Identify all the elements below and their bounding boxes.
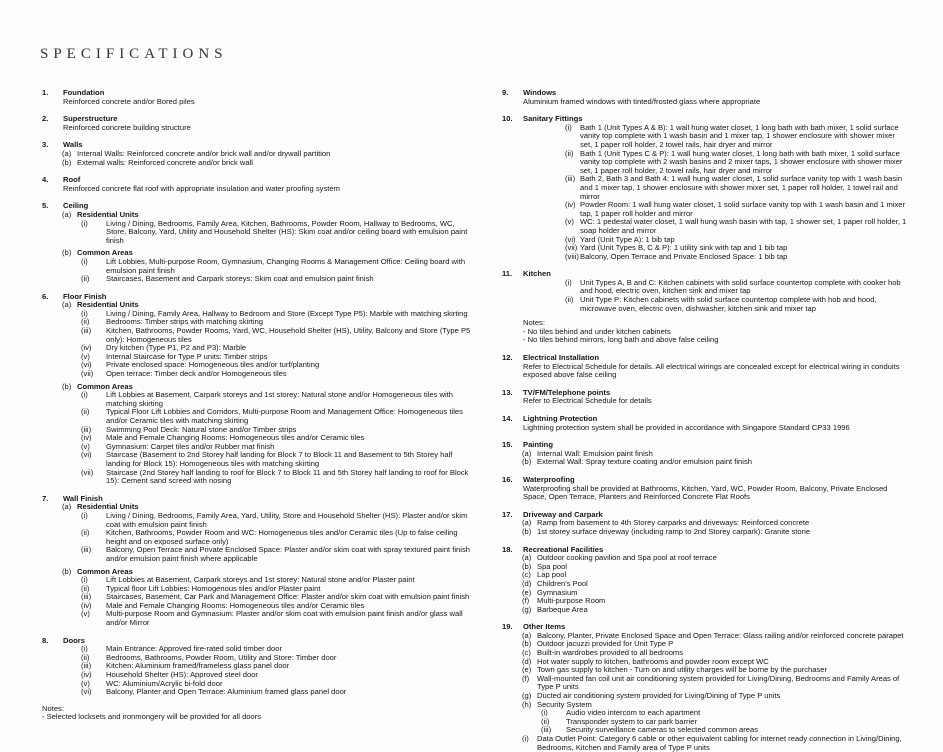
item-marker: (iv) xyxy=(565,200,576,210)
item-marker: (v) xyxy=(81,609,90,619)
item-text: Audio video intercom to each apartment xyxy=(566,708,701,718)
section-heading: Kitchen xyxy=(523,269,551,279)
item-marker: (b) xyxy=(522,561,532,571)
item-text: Ducted air conditioning system provided for Living/Dining of Type P units xyxy=(537,691,781,701)
section-number: 2. xyxy=(42,114,49,124)
item-text: Waterproofing shall be provided at Bathrooms, Kitchen, Yard, WC, Powder Room, Balcony, Private Enclosed Space, Open Terrace, Planters and Reinforced Concrete Flat Roofs xyxy=(523,483,888,502)
item-marker: (vi) xyxy=(565,234,576,244)
spec-item xyxy=(63,610,474,627)
item-text: Lap pool xyxy=(537,570,567,580)
section-number: 5. xyxy=(42,201,49,211)
item-text: Lift Lobbies at Basement, Carpark storeys and 1st storey: Natural stone and/or Homogeneous tiles with matching skirting xyxy=(106,390,453,408)
item-marker: (ii) xyxy=(81,407,90,417)
spec-item xyxy=(523,397,909,406)
item-marker: (i) xyxy=(81,644,88,654)
item-text: Common Areas xyxy=(77,566,133,576)
spec-item xyxy=(523,175,909,201)
item-text: Internal Wall: Emulsion paint finish xyxy=(537,448,653,458)
item-text: Lift Lobbies at Basement, Carpark storeys and 1st storey: Natural stone and/or Plaster paint xyxy=(106,575,415,585)
item-marker: (g) xyxy=(522,604,532,614)
item-text: External walls: Reinforced concrete and/or brick wall xyxy=(77,157,253,167)
section-number: 6. xyxy=(42,291,49,301)
item-text: Refer to Electrical Schedule for details. All electrical wirings are concealed except for electrical wiring in conduits exposed above false ceiling xyxy=(523,361,900,380)
section-heading: Recreational Facilities xyxy=(523,544,604,554)
item-marker: (a) xyxy=(522,518,532,528)
item-marker: (i) xyxy=(522,734,529,743)
item-text: Main Entrance: Approved fire-rated solid timber door xyxy=(106,644,283,654)
spec-item xyxy=(63,469,474,486)
item-marker: (a) xyxy=(522,553,532,563)
item-marker: (i) xyxy=(81,390,88,400)
item-marker: (i) xyxy=(81,308,88,318)
spec-item xyxy=(63,688,474,697)
spec-section xyxy=(37,176,474,193)
item-marker: (ii) xyxy=(565,148,574,158)
item-text: External Wall: Spray texture coating and/or emulsion paint finish xyxy=(537,457,752,467)
notes-line: - Selected locksets and ironmongery will be provided for all doors xyxy=(42,712,262,722)
item-marker: (i) xyxy=(81,510,88,520)
spec-item xyxy=(523,563,909,572)
item-text: Aluminium framed windows with tinted/frosted glass where appropriate xyxy=(523,96,761,106)
spec-section xyxy=(497,546,909,615)
item-marker: (vii) xyxy=(81,369,94,379)
spec-item xyxy=(523,218,909,235)
item-marker: (viii) xyxy=(565,251,579,261)
spec-item xyxy=(63,327,474,344)
item-marker: (a) xyxy=(62,148,72,158)
item-text: Yard (Unit Types B, C & P): 1 utility sink with tap and 1 bib tap xyxy=(580,243,788,253)
item-marker: (b) xyxy=(62,157,72,167)
item-marker: (b) xyxy=(62,381,72,391)
section-number: 16. xyxy=(502,474,513,484)
item-text: Common Areas xyxy=(77,381,133,391)
spec-item xyxy=(63,220,474,246)
item-text: Kitchen, Bathrooms, Powder Rooms, Yard, WC, Household Shelter (HS), Utility, Balcony and Store (Type P5 only): Homogeneous tiles xyxy=(106,326,471,344)
spec-section xyxy=(37,115,474,132)
section-number: 9. xyxy=(502,88,509,97)
section-number: 4. xyxy=(42,175,49,185)
section-heading: Windows xyxy=(523,88,557,97)
section-heading: Electrical Installation xyxy=(523,353,599,363)
item-text: Typical Floor Lift Lobbies and Corridors, Multi-purpose Room and Management Office: Homogeneous tiles and/or Ceramic tiles with matching skirting xyxy=(106,407,463,425)
item-marker: (iv) xyxy=(81,433,92,443)
notes-block xyxy=(37,705,474,722)
item-text: Reinforced concrete building structure xyxy=(63,122,191,132)
spec-item xyxy=(63,258,474,275)
spec-item xyxy=(63,185,474,194)
item-marker: (iv) xyxy=(81,343,92,353)
section-number: 13. xyxy=(502,387,513,397)
item-text: Residential Units xyxy=(77,209,139,219)
spec-item xyxy=(523,580,909,589)
section-heading: Walls xyxy=(63,140,83,150)
item-text: Private enclosed space: Homogeneous tiles and/or turf/planting xyxy=(106,360,320,370)
item-text: Lightning protection system shall be provided in accordance with Singapore Standard CP33 1996 xyxy=(523,422,850,432)
item-marker: (ii) xyxy=(81,583,90,593)
item-marker: (v) xyxy=(81,351,90,361)
section-heading: Lightning Protection xyxy=(523,414,598,423)
item-marker: (iii) xyxy=(541,725,552,735)
item-marker: (ii) xyxy=(565,295,574,305)
item-marker: (e) xyxy=(522,587,532,597)
spec-item xyxy=(523,296,909,313)
spec-section xyxy=(497,441,909,467)
item-text: Data Outlet Point: Category 6 cable or other equivalent cabling for internet ready connection in Living/Dining, Bedrooms, Kitchen and Family area of Type P units xyxy=(537,734,902,752)
section-heading: Wall Finish xyxy=(63,493,103,503)
item-marker: (vi) xyxy=(81,687,92,697)
item-text: Bedrooms: Timber strips with matching skirting xyxy=(106,317,263,327)
item-marker: (iv) xyxy=(81,670,92,680)
item-marker: (v) xyxy=(81,441,90,451)
item-marker: (v) xyxy=(565,217,574,227)
item-text: Gymnasium: Carpet tiles and/or Rubber mat finish xyxy=(106,441,275,451)
item-marker: (d) xyxy=(522,656,532,666)
section-heading: Floor Finish xyxy=(63,291,107,301)
spec-item xyxy=(523,485,909,502)
spec-section xyxy=(37,293,474,486)
spec-item xyxy=(523,98,909,107)
item-text: Bath 2, Bath 3 and Bath 4: 1 wall hung water closet, 1 solid surface vanity top with 1 wash basin and 1 mixer tap, 1 shower enclosure with shower mixer set, 1 paper roll holder, 1 towel rail and mirror xyxy=(580,174,903,201)
spec-section xyxy=(497,389,909,406)
item-text: Typical floor Lift Lobbies: Homogenous tiles and/or Plaster paint xyxy=(106,583,321,593)
spec-section xyxy=(37,89,474,106)
spec-section xyxy=(497,623,909,752)
section-number: 15. xyxy=(502,440,513,450)
item-text: - No tiles behind and under kitchen cabinets xyxy=(523,326,671,336)
item-text: Notes: xyxy=(523,318,545,328)
item-text: Unit Types A, B and C: Kitchen cabinets with solid surface countertop complete with cooker hob and hood, electric oven, kitchen sink and mixer tap xyxy=(580,277,901,296)
spec-item xyxy=(523,735,909,752)
item-text: Ramp from basement to 4th Storey carparks and driveways: Reinforced concrete xyxy=(537,518,810,528)
item-marker: (a) xyxy=(522,630,532,640)
spec-item xyxy=(523,606,909,615)
item-text: Gymnasium xyxy=(537,587,578,597)
item-marker: (c) xyxy=(522,648,531,658)
section-heading: Doors xyxy=(63,635,85,645)
item-marker: (v) xyxy=(81,678,90,688)
spec-item xyxy=(63,98,474,107)
spec-item xyxy=(523,675,909,692)
item-text: WC: Aluminium/Acrylic bi-fold door xyxy=(106,678,223,688)
spec-item xyxy=(63,408,474,425)
item-text: Balcony, Planter, Private Enclosed Space and Open Terrace: Glass railing and/or reinforced concrete parapet xyxy=(537,630,904,640)
spec-item xyxy=(523,363,909,380)
spec-item xyxy=(63,529,474,546)
item-marker: (b) xyxy=(522,639,532,649)
section-heading: Superstructure xyxy=(63,114,118,124)
item-text: Kitchen, Bathrooms, Powder Room and WC: Homogeneous tiles and/or Ceramic tiles (Up to false ceiling height and on exposed surface only) xyxy=(106,528,458,546)
item-marker: (iii) xyxy=(81,545,92,555)
item-text: Refer to Electrical Schedule for details xyxy=(523,396,652,406)
item-marker: (a) xyxy=(62,300,72,310)
item-text: Spa pool xyxy=(537,561,567,571)
section-number: 1. xyxy=(42,88,49,97)
spec-section xyxy=(497,89,909,106)
section-heading: Driveway and Carpark xyxy=(523,509,603,519)
spec-item xyxy=(523,150,909,176)
item-marker: (vi) xyxy=(81,450,92,460)
section-number: 8. xyxy=(42,635,49,645)
spec-section xyxy=(37,495,474,628)
item-marker: (i) xyxy=(81,575,88,585)
item-marker: (vii) xyxy=(81,467,94,477)
notes-line: Notes: xyxy=(42,703,64,713)
item-text: Kitchen: Aluminium framed/frameless glass panel door xyxy=(106,661,290,671)
item-marker: (ii) xyxy=(81,274,90,284)
spec-section xyxy=(37,202,474,283)
item-marker: (a) xyxy=(62,502,72,512)
section-number: 12. xyxy=(502,353,513,363)
page-title: SPECIFICATIONS xyxy=(40,46,228,62)
item-marker: (h) xyxy=(522,699,532,709)
item-marker: (d) xyxy=(522,578,532,588)
item-text: Staircases, Basement, Car Park and Management Office: Plaster and/or skim coat with emulsion paint finish xyxy=(106,592,470,602)
item-text: Transponder system to car park barrier xyxy=(566,716,697,726)
item-marker: (iv) xyxy=(81,600,92,610)
spec-section xyxy=(37,141,474,167)
item-text: Balcony, Open Terrace and Private Enclosed Space: Plaster and/or skim coat with spray textured paint finish and/or emulsion paint finish where applicable xyxy=(106,545,470,563)
item-marker: (b) xyxy=(62,566,72,576)
section-number: 14. xyxy=(502,414,513,423)
item-marker: (vii) xyxy=(565,243,578,253)
item-marker: (iii) xyxy=(81,326,92,336)
item-text: Multi-purpose Room xyxy=(537,596,606,606)
item-text: Wall-mounted fan coil unit air conditioning system provided for Living/Dining, Bedrooms and Family Areas of Type P units xyxy=(537,673,900,692)
item-text: Internal Walls: Reinforced concrete and/or brick wall and/or drywall partition xyxy=(77,148,331,158)
item-text: Male and Female Changing Rooms: Homogeneous tiles and/or Ceramic tiles xyxy=(106,433,365,443)
item-marker: (ii) xyxy=(541,716,550,726)
item-marker: (i) xyxy=(541,708,548,718)
item-text: Living / Dining, Family Area, Hallway to Bedroom and Store (Except Type P5): Marble with matching skirting xyxy=(106,308,468,318)
item-marker: (e) xyxy=(522,665,532,675)
item-text: Security System xyxy=(537,699,592,709)
item-text: Outdoor cooking pavilion and Spa pool at roof terrace xyxy=(537,553,717,563)
section-heading: TV/FM/Telephone points xyxy=(523,387,611,397)
section-heading: Sanitary Fittings xyxy=(523,114,583,124)
spec-item xyxy=(523,424,909,433)
item-marker: (i) xyxy=(81,256,88,266)
item-marker: (b) xyxy=(522,526,532,536)
section-heading: Other Items xyxy=(523,622,566,632)
item-marker: (ii) xyxy=(81,652,90,662)
spec-item xyxy=(63,451,474,468)
item-text: Town gas supply to kitchen - Turn on and utility charges will be borne by the purchaser xyxy=(537,665,827,675)
spec-item xyxy=(523,253,909,262)
left-column xyxy=(37,89,474,722)
item-text: Common Areas xyxy=(77,248,133,258)
section-number: 11. xyxy=(502,269,513,279)
item-text: Balcony, Planter and Open Terrace: Aluminium framed glass panel door xyxy=(106,687,347,697)
right-column xyxy=(497,89,909,752)
section-number: 3. xyxy=(42,140,49,150)
item-text: Residential Units xyxy=(77,502,139,512)
spec-section xyxy=(497,270,909,345)
item-text: 1st storey surface driveway (including ramp to 2nd Storey carpark): Granite stone xyxy=(537,526,811,536)
item-text: Staircase (Basement to 2nd Storey half landing for Block 7 to Block 11 and Basement to 5th Storey half landing for Block 15): Homogeneous tiles with matching skirting xyxy=(106,450,453,468)
item-text: Living / Dining, Bedrooms, Family Area, Kitchen, Bathrooms, Powder Room, Hallway to Bedrooms, WC, Store, Balcony, Yard, Utility and Household Shelter (HS): Skim coat and/or ceiling board with emulsion paint finish xyxy=(106,218,468,245)
item-text: Multi-purpose Room and Gymnasium: Plaster and/or skim coat with emulsion paint finish and/or glass wall and/or Mirror xyxy=(106,609,463,628)
item-marker: (ii) xyxy=(81,317,90,327)
spec-item xyxy=(523,201,909,218)
spec-section xyxy=(497,354,909,380)
section-heading: Painting xyxy=(523,440,553,450)
item-text: WC: 1 pedestal water closet, 1 wall hung wash basin with tap, 1 shower set, 1 paper roll holder, 1 soap holder and mirror xyxy=(580,217,907,235)
item-text: Residential Units xyxy=(77,300,139,310)
item-marker: (b) xyxy=(62,248,72,258)
item-text: Hot water supply to kitchen, bathrooms and powder room except WC xyxy=(537,656,769,666)
item-text: Outdoor jacuzzi provided for Unit Type P xyxy=(537,639,674,649)
item-text: - No tiles behind mirrors, long bath and above false ceiling xyxy=(523,335,719,345)
spec-item xyxy=(63,546,474,563)
section-heading: Roof xyxy=(63,175,81,185)
section-heading: Foundation xyxy=(63,88,105,97)
item-marker: (c) xyxy=(522,570,531,580)
spec-section xyxy=(497,115,909,261)
spec-item xyxy=(523,528,909,537)
item-text: Staircase (2nd Storey half landing to roof for Block 7 to Block 11 and 5th Storey half landing to roof for Block 15): Cement sand screed with nosing xyxy=(106,467,469,486)
item-marker: (iii) xyxy=(81,424,92,434)
spec-section xyxy=(497,415,909,432)
item-text: Security surveillance cameras to selected common areas xyxy=(566,725,759,735)
spec-section xyxy=(37,637,474,697)
section-number: 10. xyxy=(502,114,513,124)
item-marker: (ii) xyxy=(81,528,90,538)
spec-item xyxy=(63,391,474,408)
item-text: Living / Dining, Bedrooms, Family Area, Yard, Utility, Store and Household Shelter (HS): Plaster and/or skim coat with emulsion paint finish xyxy=(106,510,468,529)
item-text: Dry kitchen (Type P1, P2 and P3): Marble xyxy=(106,343,247,353)
item-text: Male and Female Changing Rooms: Homogeneous tiles and/or Ceramic tiles xyxy=(106,600,365,610)
item-marker: (a) xyxy=(522,448,532,458)
item-text: Open terrace: Timber deck and/or Homogeneous tiles xyxy=(106,369,287,379)
item-text: Bath 1 (Unit Types C & P): 1 wall hung water closet, 1 long bath with bath mixer, 1 solid surface vanity top complete with 2 wash basins and 2 mixer taps, 1 shower enclosure with shower mixer set, 1 paper roll holder, 2 towel rails, hair dryer and mirror xyxy=(580,148,903,175)
item-marker: (g) xyxy=(522,691,532,701)
item-text: Balcony, Open Terrace and Private Enclosed Space: 1 bib tap xyxy=(580,251,788,261)
item-marker: (iii) xyxy=(565,174,576,184)
section-number: 17. xyxy=(502,509,513,519)
item-text: Yard (Unit Type A): 1 bib tap xyxy=(580,234,675,244)
item-text: Barbeque Area xyxy=(537,604,588,614)
spec-item xyxy=(523,336,909,345)
section-heading: Ceiling xyxy=(63,201,89,211)
spec-item xyxy=(523,554,909,563)
item-marker: (i) xyxy=(565,277,572,287)
item-marker: (f) xyxy=(522,673,530,683)
item-text: Household Shelter (HS): Approved steel door xyxy=(106,670,258,680)
section-number: 19. xyxy=(502,622,513,632)
item-marker: (i) xyxy=(81,218,88,228)
item-marker: (iii) xyxy=(81,661,92,671)
section-heading: Waterproofing xyxy=(523,474,575,484)
item-marker: (iii) xyxy=(81,592,92,602)
spec-item xyxy=(63,512,474,529)
item-text: Built-in wardrobes provided to all bedrooms xyxy=(537,648,684,658)
item-text: Unit Type P: Kitchen cabinets with solid surface countertop complete with hob and hood, microwave oven, electric oven, dishwasher, kitchen sink and mixer tap xyxy=(580,295,877,313)
section-number: 18. xyxy=(502,544,513,554)
item-marker: (i) xyxy=(565,122,572,132)
item-text: Internal Staircase for Type P units: Timber strips xyxy=(106,351,268,361)
item-text: Children's Pool xyxy=(537,578,588,588)
item-text: Reinforced concrete flat roof with appropriate insulation and water proofing system xyxy=(63,183,340,193)
spec-item xyxy=(523,124,909,150)
spec-section xyxy=(497,511,909,537)
item-text: Bedrooms, Bathrooms, Powder Room, Utility and Store: Timber door xyxy=(106,652,337,662)
item-text: Reinforced concrete and/or Bored piles xyxy=(63,96,195,106)
spec-item xyxy=(523,458,909,467)
spec-item xyxy=(523,279,909,296)
spec-item xyxy=(63,159,474,168)
spec-item xyxy=(63,370,474,379)
spec-section xyxy=(497,476,909,502)
item-text: Bath 1 (Unit Types A & B): 1 wall hung water closet, 1 long bath with bath mixer, 1 solid surface vanity top complete with 1 wash basin and 1 mixer tap, 1 shower enclosure with shower mixer set, 1 paper roll holder, 2 towel rails, hair dryer and mirror xyxy=(580,122,899,149)
item-text: Swimming Pool Deck: Natural stone and/or Timber strips xyxy=(106,424,297,434)
item-text: Staircases, Basement and Carpark storeys: Skim coat and emulsion paint finish xyxy=(106,274,374,284)
section-number: 7. xyxy=(42,493,49,503)
item-text: Powder Room: 1 wall hung water closet, 1 solid surface vanity top with 1 wash basin and 1 mixer tap, 1 paper roll holder and mirror xyxy=(580,200,906,218)
spec-item xyxy=(63,275,474,284)
item-marker: (vi) xyxy=(81,360,92,370)
item-marker: (b) xyxy=(522,457,532,467)
item-marker: (a) xyxy=(62,209,72,219)
spec-item xyxy=(63,124,474,133)
item-text: Lift Lobbies, Multi-purpose Room, Gymnasium, Changing Rooms & Management Office: Ceiling board with emulsion paint finish xyxy=(106,256,466,275)
item-marker: (f) xyxy=(522,596,530,606)
